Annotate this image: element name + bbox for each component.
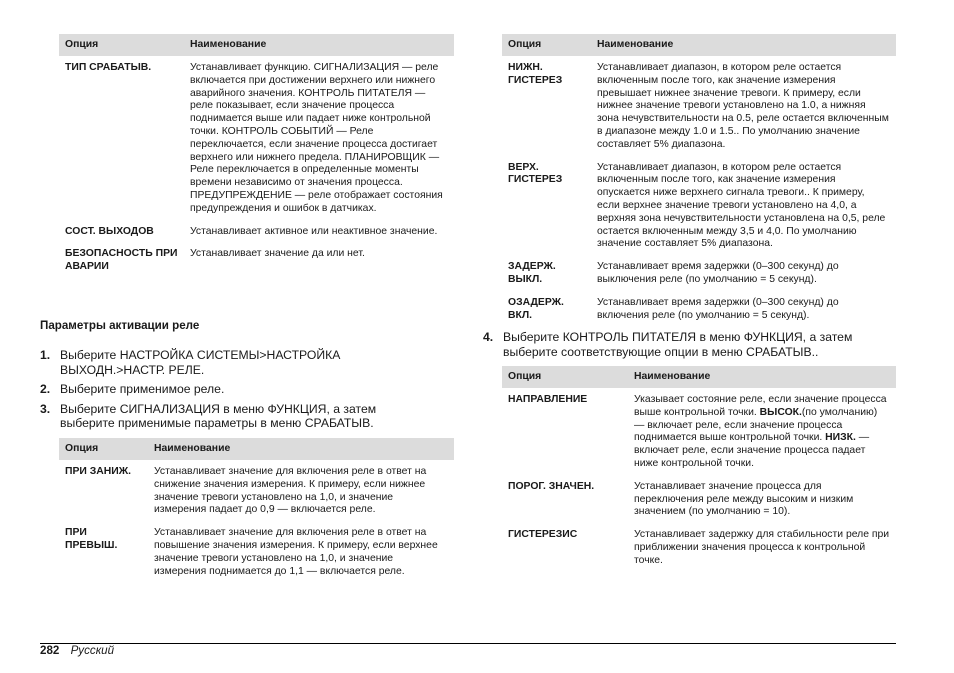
option-name: НАПРАВЛЕНИЕ [508,394,588,405]
step-text: Выберите КОНТРОЛЬ ПИТАТЕЛЯ в меню ФУНКЦИЯ, а затем выберите соответствующие опции в меню СРАБАТЫВ.. [503,330,853,359]
desc-keyword-high: ВЫСОК. [759,406,802,418]
step-text: Выберите применимое реле. [60,382,225,397]
column-header-description: Наименование [148,438,454,460]
table-row [59,242,454,278]
step-text: Выберите СИГНАЛИЗАЦИЯ в меню ФУНКЦИЯ, а затем выберите применимые параметры в меню СРАБАТЫВ. [60,401,377,431]
option-description: Устанавливает значение да или нет. [190,248,365,260]
feeder-options-table [502,366,896,572]
option-description: Устанавливает активное или неактивное значение. [190,225,438,237]
option-description: Устанавливает значение процесса для переключения реле между высоким и низким значением (по умолчанию = 10). [634,480,854,518]
table-row [59,56,454,220]
step-number: 2. [40,382,51,397]
option-name: ПРИ ЗАНИЖ. [65,466,132,477]
step-text: Выберите НАСТРОЙКА СИСТЕМЫ>НАСТРОЙКА ВЫХОДН.>НАСТР. РЕЛЕ. [60,348,341,377]
step-number: 3. [40,401,51,416]
table-row [502,56,896,156]
section-heading: Параметры активации реле [40,319,200,332]
option-description: Устанавливает диапазон, в котором реле остается включенным после того, как значение измерения превышает нижнее значение тревоги. К примеру, если нижнее значение тревоги установлено на 1.0, а нижняя зона нечувствительности на 0.5, реле остается включенным в диапазоне между 1.0 и 1.5.. По умолчанию значение составляет 5% диапазона. [597,62,889,150]
page-footer [40,644,114,657]
option-name: ПОРОГ. ЗНАЧЕН. [508,480,595,492]
footer-language: Русский [70,644,115,657]
table-row [59,521,454,582]
table-header-row [59,34,454,56]
column-header-option: Опция [502,34,591,56]
table-header-row [502,366,896,388]
table-row [502,291,896,327]
step-item [40,382,390,397]
option-description: Устанавливает время задержки (0–300 секунд) до включения реле (по умолчанию = 5 секунд). [597,296,839,321]
option-description: Устанавливает время задержки (0–300 секунд) до выключения реле (по умолчанию = 5 секунд). [597,261,839,285]
step-item [40,402,390,431]
column-header-description: Наименование [628,366,896,388]
table-row [59,220,454,243]
table-row [502,156,896,256]
option-name: ВЕРХ. ГИСТЕРЕЗ [508,161,563,186]
step-number: 1. [40,348,51,362]
option-description [628,388,896,475]
table-row [59,460,454,521]
option-name: СОСТ. ВЫХОДОВ [65,225,154,237]
option-description: Устанавливает значение для включения реле в ответ на повышение значения измерения. К примеру, если верхнее значение тревоги установлено на 1,0, и значение измерения поднимается до 1,1 — включается реле. [154,527,438,577]
option-name: БЕЗОПАСНОСТЬ ПРИ АВАРИИ [65,248,178,273]
option-description: Устанавливает функцию. СИГНАЛИЗАЦИЯ — реле включается при достижении верхнего или нижнего аварийного значения. КОНТРОЛЬ ПИТАТЕЛЯ — реле показывает, если значение процесса поднимается выше или падает ниже контрольной точки. КОНТРОЛЬ СОБЫТИЙ — Реле переключается, если значение процесса достигает верхнего или нижнего предела. ПЛАНИРОВЩИК — Реле переключается в определенные моменты времени независимо от значения процесса. ПРЕДУПРЕЖДЕНИЕ — реле отображает состояния предупреждения и ошибок в датчиках. [190,62,443,214]
option-description: Устанавливает значение для включения реле в ответ на снижение значения измерения. К примеру, если нижнее значение тревоги установлено на 1,0, и значение измерения падает до 0,9 — включается реле. [154,466,427,516]
hysteresis-options-table [502,34,896,326]
option-name: НИЖН. ГИСТЕРЕЗ [508,62,563,86]
desc-text: Указывает состояние реле, если значение процесса выше контрольной точки. [634,394,887,418]
step-item [40,348,390,377]
desc-text: (по умолчанию) — включает реле, если значение процесса поднимается выше контрольной точки. [634,406,878,444]
footer-divider [40,643,896,644]
table-row [502,255,896,291]
page-number: 282 [40,644,60,657]
table-header-row [502,34,896,56]
table-row [502,523,896,571]
option-name: ОЗАДЕРЖ. ВКЛ. [508,296,564,321]
table-row [502,475,896,523]
option-description: Устанавливает задержку для стабильности реле при приближении значения процесса к контрольной точке. [634,529,890,566]
column-header-option: Опция [59,438,148,460]
option-name: ТИП СРАБАТЫВ. [65,62,152,73]
option-name: ГИСТЕРЕЗИС [508,529,578,541]
alarm-options-table [59,438,454,582]
steps-list-right [483,330,883,364]
trigger-options-table [59,34,454,278]
steps-list-left [40,348,390,436]
option-name: ЗАДЕРЖ. ВЫКЛ. [508,261,556,285]
option-name: ПРИ ПРЕВЫШ. [65,527,118,551]
desc-keyword-low: НИЗК. [825,432,856,444]
table-row [502,388,896,475]
desc-text: — включает реле, если значение процесса падает ниже контрольной точки. [634,432,870,469]
step-item [483,330,883,359]
column-header-description: Наименование [184,34,454,56]
column-header-option: Опция [59,34,184,56]
step-number: 4. [483,330,494,344]
table-header-row [59,438,454,460]
option-description: Устанавливает диапазон, в котором реле остается включенным после того, как значение измерения опускается ниже верхнего сигнала тревоги.. К примеру, если верхнее значение тревоги установлено на 4,0, а верхняя зона нечувствительности установлена на 0,5, реле остается включенным между 3,5 и 4,0. По умолчанию значение составляет 5% диапазона. [597,161,886,250]
column-header-option: Опция [502,366,628,388]
column-header-description: Наименование [591,34,896,56]
